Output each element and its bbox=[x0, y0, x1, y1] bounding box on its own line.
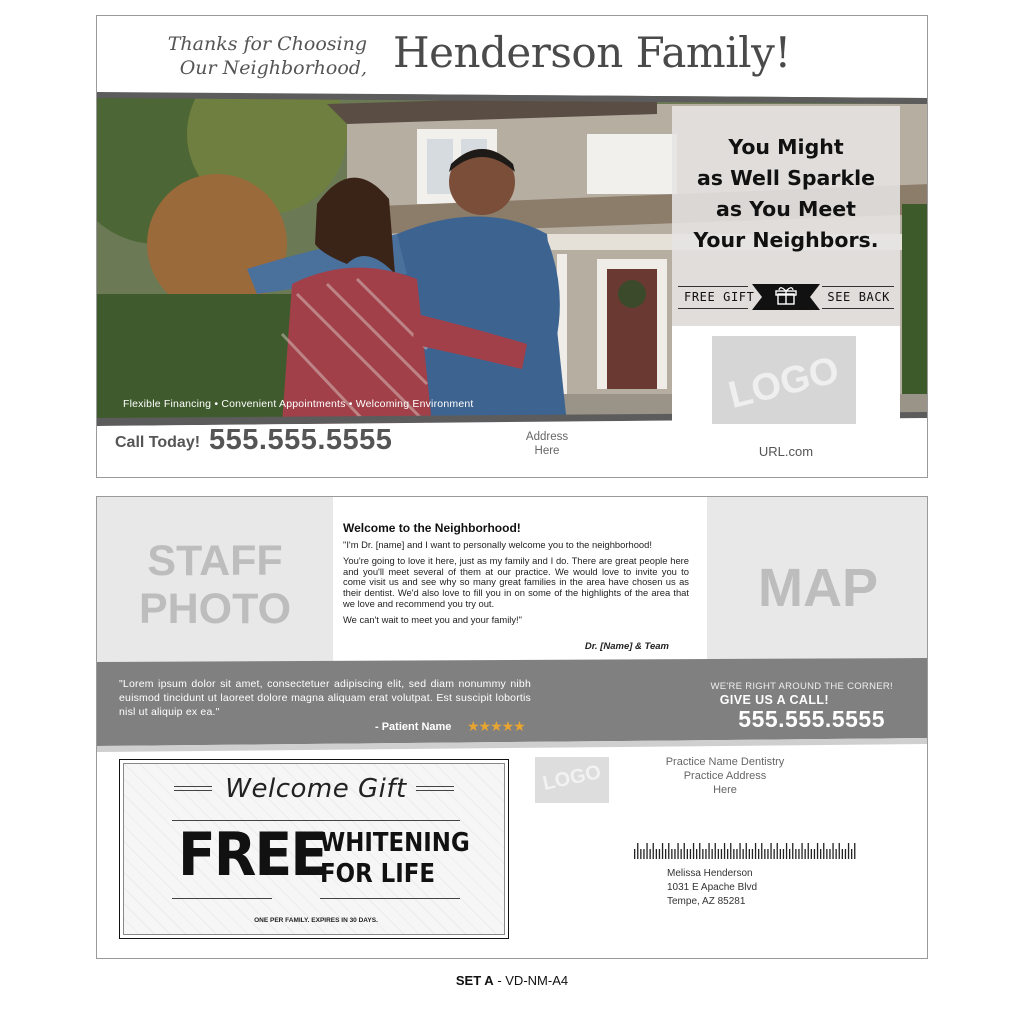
recipient-name: Melissa Henderson bbox=[667, 868, 753, 879]
barcode-bar bbox=[659, 849, 660, 859]
phone-number: 555.555.5555 bbox=[209, 424, 393, 456]
address-line-1: Address bbox=[525, 431, 569, 443]
staff-line-2: PHOTO bbox=[138, 585, 292, 633]
barcode-bar bbox=[820, 849, 821, 859]
welcome-paragraph-3: We can't wait to meet you and your family!" bbox=[343, 613, 522, 625]
barcode-bar bbox=[767, 849, 768, 859]
staff-photo-text bbox=[97, 537, 333, 633]
barcode-bar bbox=[656, 849, 657, 859]
headline-line-1: You Might bbox=[728, 135, 844, 159]
barcode-bar bbox=[739, 843, 740, 859]
logo-placeholder bbox=[712, 336, 856, 424]
barcode-bar bbox=[836, 849, 837, 859]
headline-line-2: as Well Sparkle bbox=[696, 166, 876, 190]
barcode-bar bbox=[839, 843, 840, 859]
barcode-bar bbox=[851, 849, 852, 859]
coupon-title: Welcome Gift bbox=[225, 774, 407, 804]
barcode-bar bbox=[798, 849, 799, 859]
barcode-bar bbox=[780, 849, 781, 859]
coupon-free: FREE bbox=[178, 820, 327, 890]
barcode-bar bbox=[674, 849, 675, 859]
thanks-line-1: Thanks for Choosing bbox=[167, 33, 367, 55]
barcode-bar bbox=[643, 849, 644, 859]
barcode-bar bbox=[665, 849, 666, 859]
barcode-bar bbox=[792, 843, 793, 859]
barcode-bar bbox=[761, 843, 762, 859]
staff-line-1: STAFF bbox=[147, 537, 283, 585]
barcode-bar bbox=[795, 849, 796, 859]
recipient-street: 1031 E Apache Blvd bbox=[667, 882, 758, 893]
postcard-back bbox=[96, 496, 928, 959]
set-label bbox=[0, 973, 1024, 988]
recipient-city: Tempe, AZ 85281 bbox=[667, 896, 746, 907]
welcome-letter bbox=[333, 497, 707, 665]
barcode-bar bbox=[684, 843, 685, 859]
welcome-paragraph-1: "I'm Dr. [name] and I want to personally welcome you to the neighborhood! bbox=[343, 539, 652, 550]
barcode-bar bbox=[671, 849, 672, 859]
testimonial-quote: "Lorem ipsum dolor sit amet, consectetuer adipiscing elit, sed diam nonummy nibh euismod tincidunt ut laoreet dolore magna aliquam erat volutpat. Est suscipit lobortis nisl ut aliquip ex ea." bbox=[119, 678, 531, 718]
barcode-bar bbox=[650, 849, 651, 859]
headline-line-3: as You Meet bbox=[716, 197, 856, 221]
barcode-bar bbox=[715, 843, 716, 859]
barcode-bar bbox=[653, 843, 654, 859]
barcode-bar bbox=[817, 843, 818, 859]
recipient-address bbox=[667, 867, 757, 909]
coupon-fine-print: ONE PER FAMILY. EXPIRES IN 30 DAYS. bbox=[254, 917, 378, 924]
barcode-bar bbox=[634, 849, 635, 859]
free-gift-row bbox=[678, 286, 894, 308]
barcode-bar bbox=[848, 843, 849, 859]
website-url: URL.com bbox=[758, 444, 814, 459]
practice-line-1: Practice Name Dentistry bbox=[665, 756, 785, 768]
barcode-bar bbox=[662, 843, 663, 859]
welcome-gift-coupon bbox=[119, 759, 509, 939]
headline-line-4: Your Neighbors. bbox=[693, 228, 879, 252]
barcode-bar bbox=[690, 849, 691, 859]
set-label-bold: SET A bbox=[455, 973, 494, 988]
welcome-title: Welcome to the Neighborhood! bbox=[343, 521, 521, 535]
barcode-bar bbox=[687, 849, 688, 859]
barcode-bar bbox=[811, 849, 812, 859]
see-back-label: SEE BACK bbox=[827, 290, 890, 304]
barcode-bar bbox=[752, 849, 753, 859]
logo-text: LOGO bbox=[724, 349, 844, 417]
barcode-bar bbox=[770, 843, 771, 859]
barcode-bar bbox=[783, 849, 784, 859]
barcode-bar bbox=[712, 849, 713, 859]
barcode-bar bbox=[699, 843, 700, 859]
barcode-bar bbox=[637, 843, 638, 859]
offer-line-1: WHITENING bbox=[320, 828, 470, 858]
barcode-bar bbox=[736, 849, 737, 859]
map-placeholder bbox=[707, 497, 928, 662]
family-name-title: Henderson Family! bbox=[393, 28, 791, 77]
barcode-bar bbox=[749, 849, 750, 859]
barcode-bar bbox=[808, 843, 809, 859]
barcode-bar bbox=[801, 843, 802, 859]
back-phone-number: 555.555.5555 bbox=[738, 706, 885, 732]
barcode-bar bbox=[764, 849, 765, 859]
postal-barcode bbox=[634, 843, 858, 859]
call-today-label: Call Today! bbox=[115, 434, 201, 451]
barcode-bar bbox=[746, 843, 747, 859]
barcode-bar bbox=[668, 843, 669, 859]
barcode-bar bbox=[826, 849, 827, 859]
barcode-bar bbox=[842, 849, 843, 859]
practice-info bbox=[647, 755, 803, 797]
barcode-bar bbox=[705, 849, 706, 859]
star-rating: ★★★★★ bbox=[467, 718, 525, 734]
barcode-bar bbox=[777, 843, 778, 859]
small-logo-placeholder bbox=[535, 757, 609, 803]
gift-box-icon bbox=[752, 284, 820, 310]
barcode-bar bbox=[730, 843, 731, 859]
barcode-bar bbox=[786, 843, 787, 859]
free-gift-label: FREE GIFT bbox=[684, 290, 755, 304]
barcode-bar bbox=[733, 849, 734, 859]
logo-area bbox=[672, 326, 900, 466]
barcode-bar bbox=[845, 849, 846, 859]
thanks-text bbox=[157, 32, 367, 80]
barcode-bar bbox=[696, 849, 697, 859]
barcode-bar bbox=[718, 849, 719, 859]
barcode-bar bbox=[721, 849, 722, 859]
barcode-bar bbox=[814, 849, 815, 859]
tagline: Flexible Financing • Convenient Appointments • Welcoming Environment bbox=[123, 398, 474, 410]
signature: Dr. [Name] & Team bbox=[584, 641, 669, 652]
barcode-bar bbox=[646, 843, 647, 859]
barcode-bar bbox=[708, 843, 709, 859]
barcode-bar bbox=[758, 849, 759, 859]
barcode-bar bbox=[755, 843, 756, 859]
welcome-paragraph-2: You're going to love it here, just as my family and I do. There are great people here and you'll meet several of them at our practice. We would love to invite you to come visit us and see why so many great families in the area have chosen us as their dentist. We'd also love to fill you in on some of the highlights of the area that we love and recommend you try out. bbox=[343, 554, 689, 609]
headline bbox=[672, 132, 900, 256]
barcode-bar bbox=[724, 843, 725, 859]
barcode-bar bbox=[640, 849, 641, 859]
barcode-bar bbox=[774, 849, 775, 859]
small-logo-text: LOGO bbox=[540, 761, 603, 795]
postcard-front bbox=[96, 15, 928, 478]
give-us-a-call: GIVE US A CALL! bbox=[719, 693, 829, 707]
corner-text: WE'RE RIGHT AROUND THE CORNER! bbox=[710, 681, 893, 692]
address-line-2: Here bbox=[534, 445, 560, 457]
coupon-offer bbox=[320, 828, 470, 890]
offer-line-2: FOR LIFE bbox=[320, 859, 436, 889]
barcode-bar bbox=[854, 843, 855, 859]
barcode-bar bbox=[823, 843, 824, 859]
barcode-bar bbox=[789, 849, 790, 859]
practice-line-2: Practice Address bbox=[683, 770, 767, 782]
set-label-code: - VD-NM-A4 bbox=[493, 973, 569, 988]
thanks-line-2: Our Neighborhood, bbox=[179, 57, 367, 79]
barcode-bar bbox=[743, 849, 744, 859]
map-text: MAP bbox=[758, 558, 878, 618]
barcode-bar bbox=[727, 849, 728, 859]
barcode-bar bbox=[693, 843, 694, 859]
patient-name: - Patient Name bbox=[375, 721, 452, 733]
barcode-bar bbox=[805, 849, 806, 859]
practice-line-3: Here bbox=[713, 784, 737, 796]
top-band bbox=[97, 84, 928, 108]
staff-photo-placeholder bbox=[97, 497, 333, 662]
headline-box bbox=[672, 106, 900, 326]
barcode-bar bbox=[829, 849, 830, 859]
barcode-bar bbox=[681, 849, 682, 859]
practice-address bbox=[507, 430, 587, 458]
barcode-bar bbox=[702, 849, 703, 859]
barcode-bar bbox=[677, 843, 678, 859]
barcode-bar bbox=[832, 843, 833, 859]
